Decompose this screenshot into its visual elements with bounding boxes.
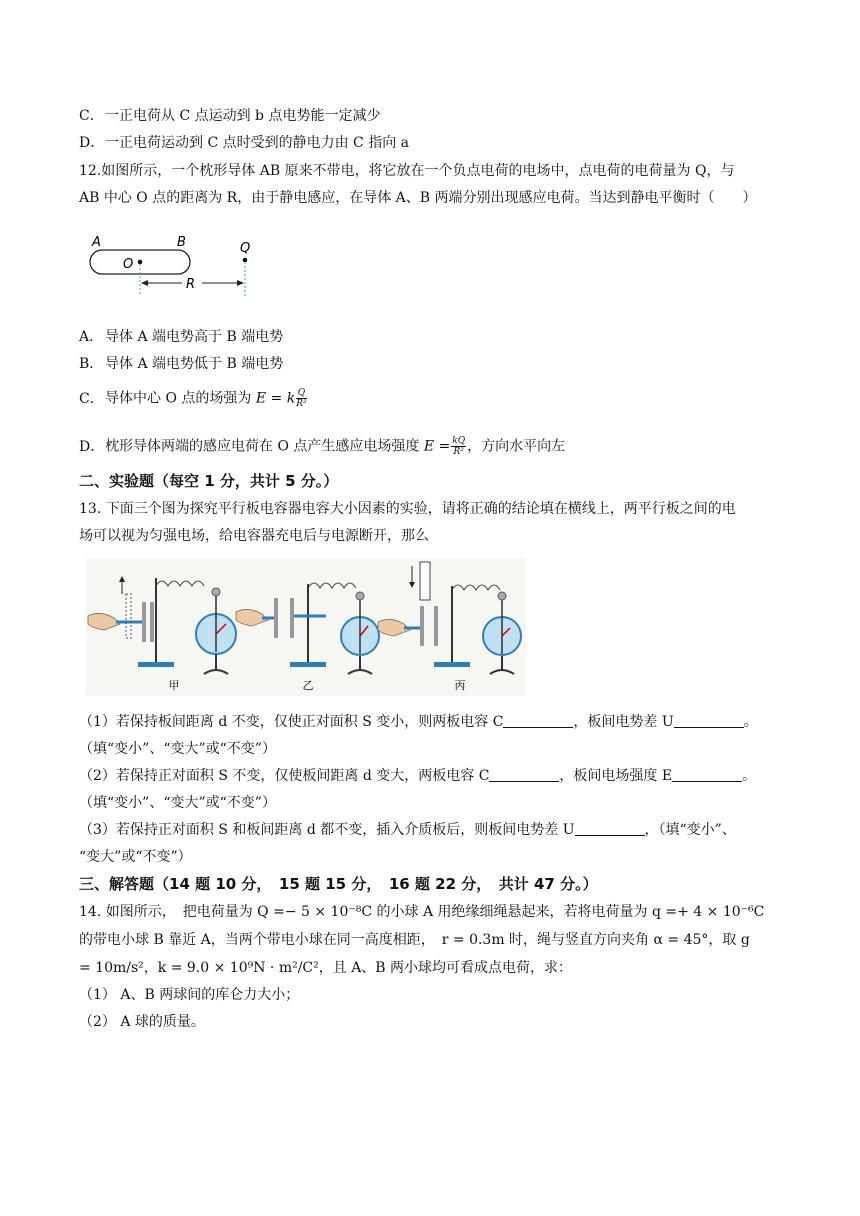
part-text: 。 bbox=[743, 714, 758, 730]
plate-left bbox=[142, 602, 146, 642]
q12-stem-line2: AB 中心 O 点的距离为 R，由于静电感应，在导体 A、B 两端分别出现感应电荷。当达到静电平衡时（ ） bbox=[79, 190, 757, 206]
formula-fraction bbox=[296, 388, 306, 409]
stand-base bbox=[138, 662, 174, 667]
panel-label-yi: 乙 bbox=[302, 679, 314, 692]
option-letter: D． bbox=[79, 135, 105, 151]
option-text: 枕形导体两端的感应电荷在 O 点产生感应电场强度 bbox=[105, 438, 420, 455]
q13-part2 bbox=[79, 766, 800, 786]
part-text: （1）若保持板间距离 d 不变，仅使正对面积 S 变小，则两板电容 C bbox=[79, 714, 504, 730]
q13-part2-note: （填“变小”、“变大”或“不变”） bbox=[79, 795, 276, 811]
formula-fraction bbox=[451, 436, 466, 457]
part-text: 。 bbox=[742, 768, 757, 784]
q13-part1 bbox=[79, 712, 800, 732]
fraction-denominator: R² bbox=[296, 399, 307, 409]
q14-part2: （2） A 球的质量。 bbox=[79, 1014, 205, 1030]
q12-conductor-figure bbox=[80, 228, 270, 300]
option-letter: B． bbox=[79, 356, 104, 372]
panel-label-jia: 甲 bbox=[168, 679, 180, 692]
stand-base bbox=[290, 662, 326, 667]
panel-label-bing: 丙 bbox=[454, 679, 466, 692]
q12-option-d bbox=[79, 436, 800, 457]
plate-right bbox=[434, 606, 438, 646]
answer-blank[interactable] bbox=[575, 821, 645, 836]
electroscope-knob bbox=[356, 592, 364, 600]
q13-part3 bbox=[79, 820, 800, 840]
option-text: 一正电荷运动到 C 点时受到的静电力由 C 指向 a bbox=[105, 135, 410, 151]
q12-stem-line1: 12.如图所示，一个枕形导体 AB 原来不带电，将它放在一个负点电荷的电场中，点电荷的电荷量为 Q，与 bbox=[79, 163, 735, 179]
q13-capacitor-figure bbox=[86, 558, 526, 696]
plate-left bbox=[274, 598, 278, 638]
part-text: ，板间电势差 U bbox=[573, 714, 674, 730]
option-text: 一正电荷从 C 点运动到 b 点电势能一定减少 bbox=[105, 108, 381, 124]
fraction-numerator: Q bbox=[297, 388, 306, 398]
option-letter: D． bbox=[79, 438, 105, 455]
center-point-o bbox=[138, 260, 143, 265]
section-title-experiment: 二、实验题（每空 1 分，共计 5 分。） bbox=[79, 472, 339, 490]
option-text: 导体 A 端电势高于 B 端电势 bbox=[105, 329, 284, 345]
electroscope-knob bbox=[498, 592, 506, 600]
q13-part1-note: （填“变小”、“变大”或“不变”） bbox=[79, 741, 276, 757]
answer-blank[interactable] bbox=[674, 713, 744, 728]
option-letter: C． bbox=[79, 108, 104, 124]
stand-base bbox=[434, 662, 470, 667]
part-text: ，（填“变小”、 bbox=[644, 822, 736, 838]
q14-stem-line1: 14. 如图所示， 把电荷量为 Q =− 5 × 10⁻⁸C 的小球 A 用绝缘细绳悬起来，若将电荷量为 q =+ 4 × 10⁻⁶C bbox=[79, 904, 765, 920]
q14-stem-line3: = 10m/s²，k = 9.0 × 10⁹N · m²/C²，且 A、B 两小球均可看成点电荷，求： bbox=[79, 960, 573, 976]
label-a: A bbox=[92, 235, 101, 250]
option-letter: C． bbox=[79, 390, 104, 407]
q13-stem-line1: 13. 下面三个图为探究平行板电容器电容大小因素的实验，请将正确的结论填在横线上，两平行板之间的电 bbox=[79, 501, 736, 517]
answer-blank[interactable] bbox=[489, 767, 559, 782]
label-b: B bbox=[177, 235, 186, 250]
answer-blank[interactable] bbox=[672, 767, 742, 782]
option-letter: A． bbox=[79, 329, 104, 345]
fraction-denominator: R² bbox=[453, 447, 464, 457]
part-text: （3）若保持正对面积 S 和板间距离 d 都不变，插入介质板后，则板间电势差 U bbox=[79, 822, 575, 838]
part-text: ，板间电场强度 E bbox=[559, 768, 673, 784]
q14-part1: （1） A、B 两球间的库仑力大小； bbox=[79, 987, 300, 1003]
q13-part3-note: “变大”或“不变”） bbox=[79, 849, 192, 865]
option-text: 导体 A 端电势低于 B 端电势 bbox=[105, 356, 284, 372]
q11-option-c bbox=[79, 106, 800, 126]
section-title-solutions: 三、解答题（14 题 10 分， 15 题 15 分， 16 题 22 分， 共计 47 分。） bbox=[79, 875, 598, 893]
q13-stem-line2: 场可以视为匀强电场，给电容器充电后与电源断开，那么 bbox=[79, 528, 429, 544]
point-charge-q bbox=[243, 258, 248, 263]
q11-option-d bbox=[79, 133, 800, 153]
q14-stem-line2: 的带电小球 B 靠近 A，当两个带电小球在同一高度相距， r = 0.3m 时，绳与竖直方向夹角 α = 45°，取 g bbox=[79, 932, 750, 948]
formula-lhs: E = bbox=[423, 438, 451, 455]
q12-option-b bbox=[79, 354, 800, 374]
formula-lhs: E = k bbox=[255, 390, 296, 407]
label-q: Q bbox=[240, 241, 251, 256]
label-r: R bbox=[186, 277, 196, 292]
answer-blank[interactable] bbox=[503, 713, 573, 728]
arrow-right-icon bbox=[237, 280, 244, 286]
electroscope-knob bbox=[212, 588, 220, 596]
q12-option-c bbox=[79, 388, 800, 409]
fraction-numerator: kQ bbox=[452, 436, 466, 446]
plate-left bbox=[420, 606, 424, 646]
plate-right bbox=[290, 598, 294, 638]
dielectric-slab bbox=[420, 562, 430, 600]
part-text: （2）若保持正对面积 S 不变，仅使板间距离 d 变大，两板电容 C bbox=[79, 768, 490, 784]
plate-right bbox=[150, 602, 154, 642]
option-text: 导体中心 O 点的场强为 bbox=[105, 390, 252, 407]
option-tail: ，方向水平向左 bbox=[467, 438, 566, 455]
q12-option-a bbox=[79, 327, 800, 347]
arrow-left-icon bbox=[141, 280, 148, 286]
label-o: O bbox=[123, 257, 134, 272]
